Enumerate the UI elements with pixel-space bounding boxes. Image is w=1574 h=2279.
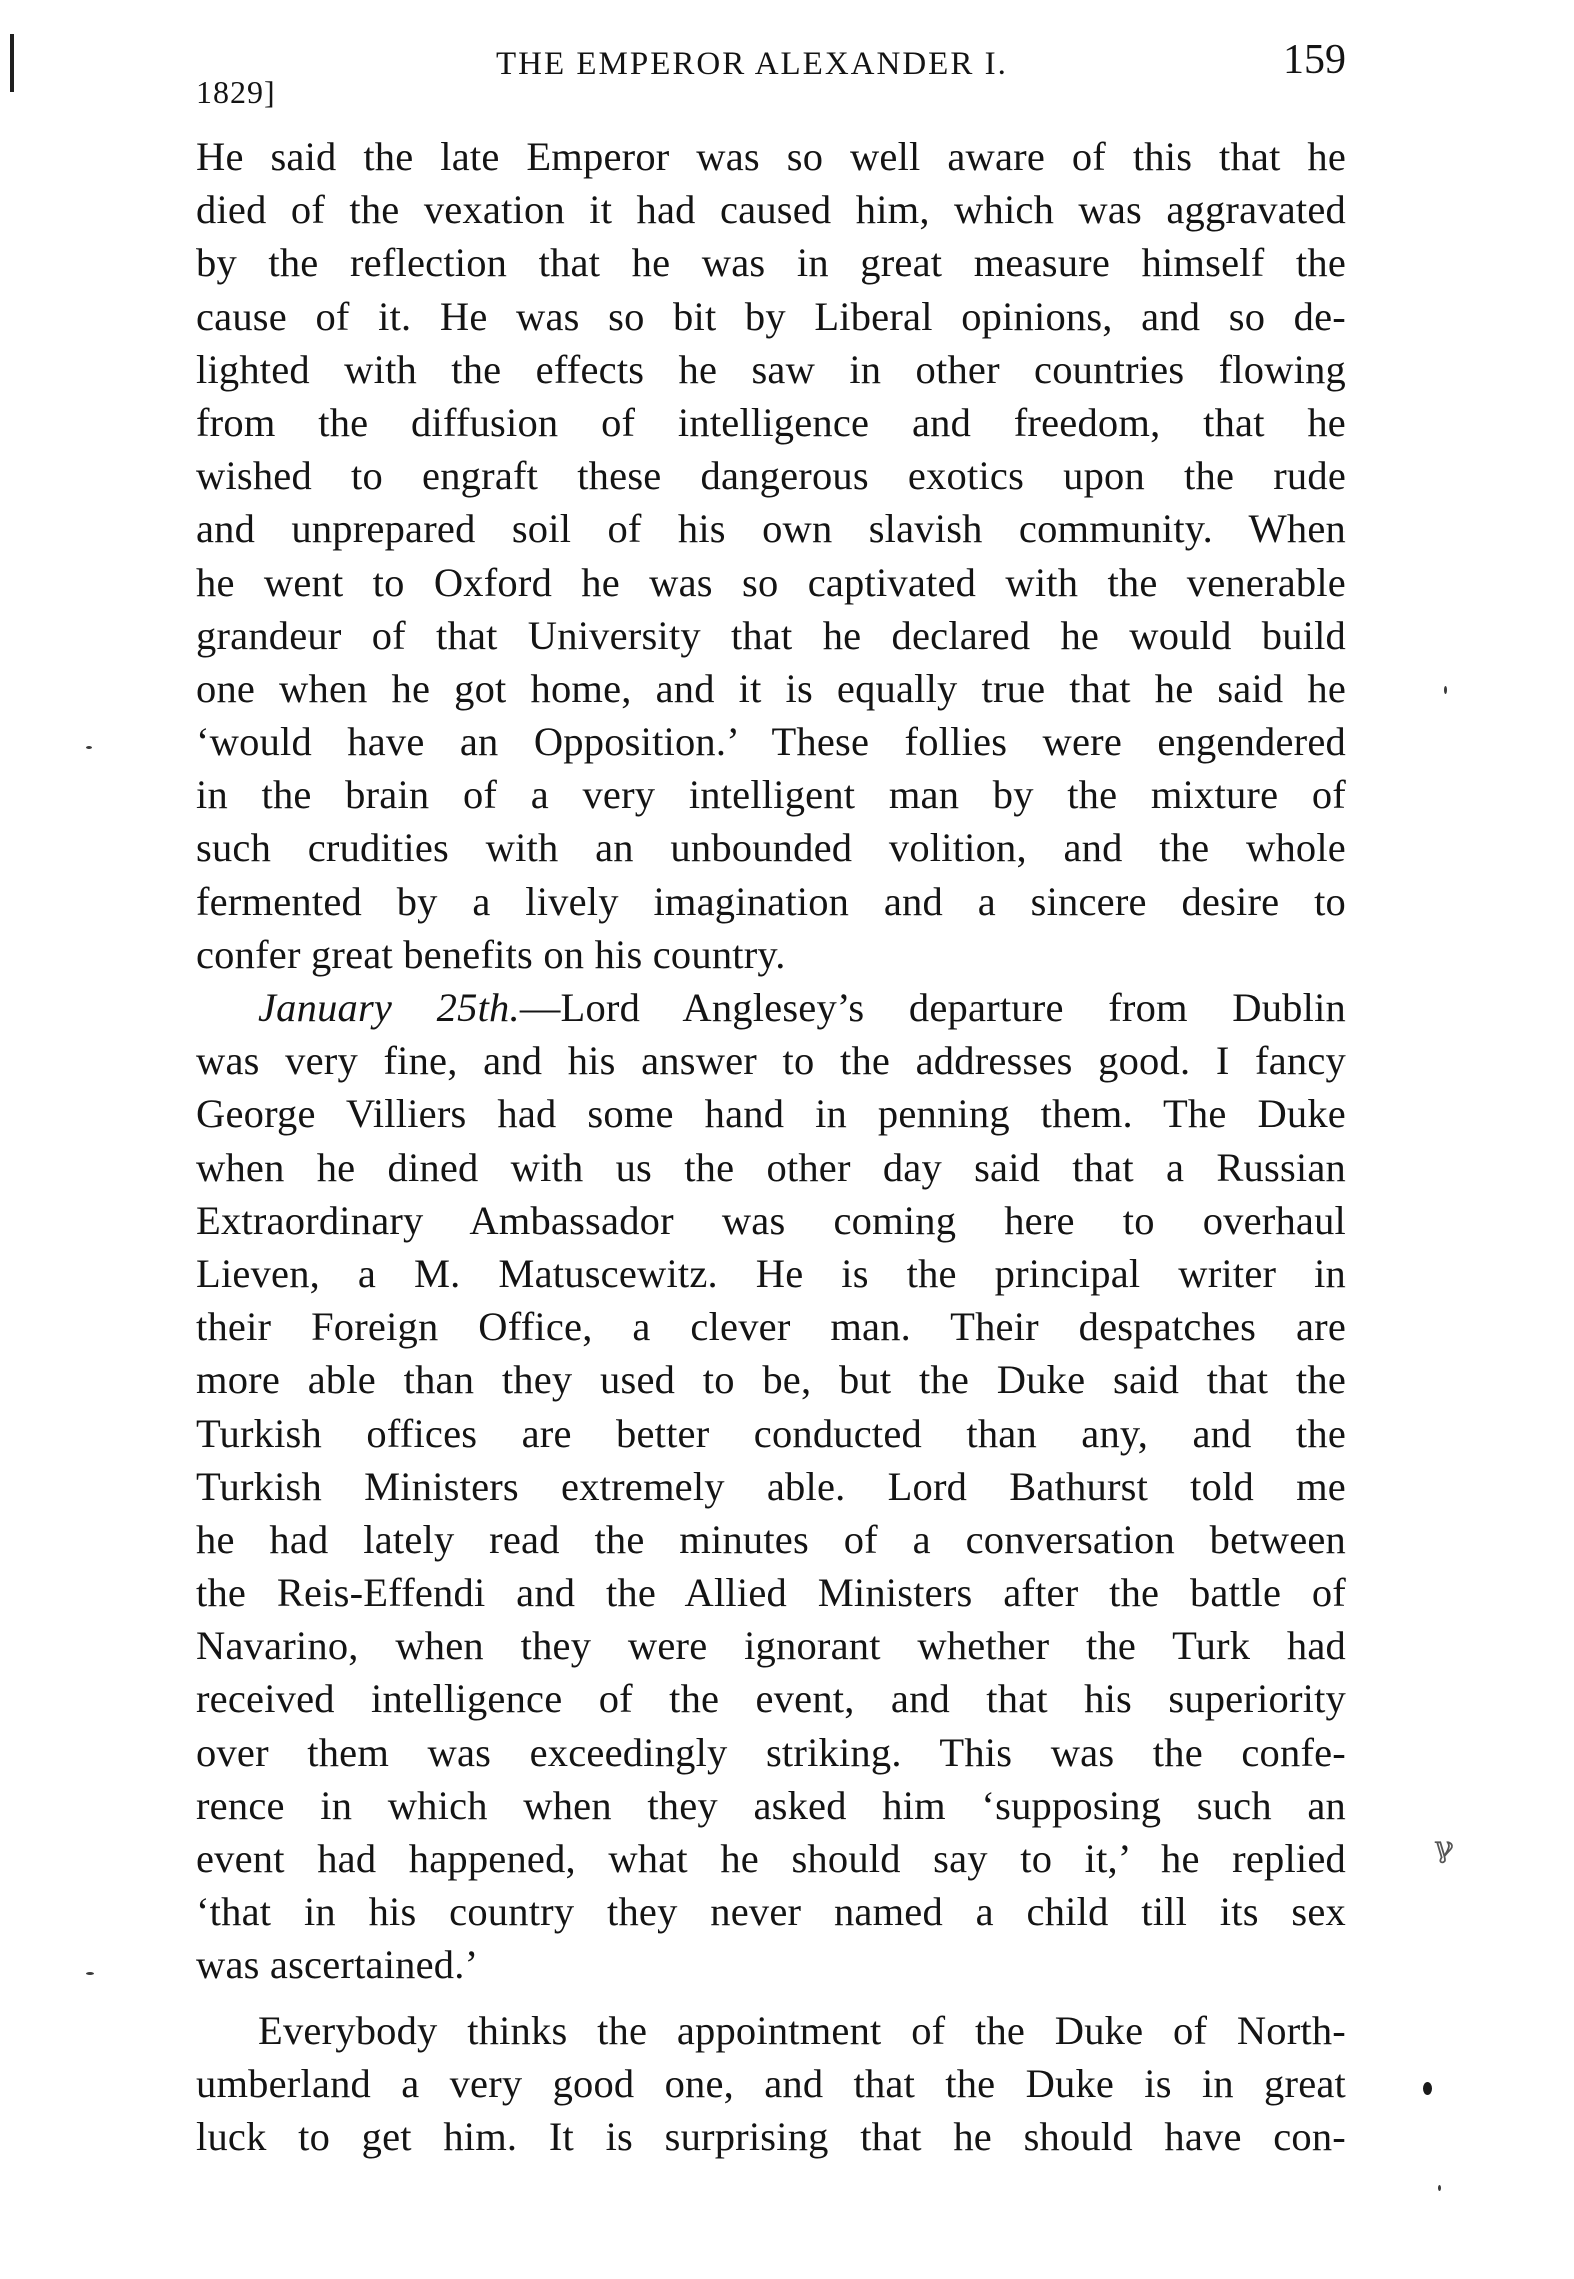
text-line: George Villiers had some hand in penning them. The Duke: [196, 1091, 1346, 1137]
text-line: cause of it. He was so bit by Liberal opinions, and so de-: [196, 293, 1346, 339]
text-line: their Foreign Office, a clever man. Their despatches are: [196, 1304, 1346, 1350]
text-line: lighted with the effects he saw in other countries flowing: [196, 346, 1346, 392]
text-line: confer great benefits on his country.: [196, 931, 786, 977]
text-line: was very fine, and his answer to the addresses good. I fancy: [196, 1038, 1346, 1084]
body-text: [196, 130, 1346, 2163]
text-line: was ascertained.’: [196, 1942, 479, 1988]
margin-rule-mark: [10, 34, 14, 92]
text-line: Navarino, when they were ignorant whether the Turk had: [196, 1623, 1346, 1669]
text-line: ‘that in his country they never named a child till its sex: [196, 1889, 1346, 1935]
ink-speck: [86, 746, 92, 749]
text-line: died of the vexation it had caused him, which was aggravated: [196, 187, 1346, 233]
entry-date: January 25th.: [258, 985, 520, 1030]
text-line: Turkish Ministers extremely able. Lord Bathurst told me: [196, 1463, 1346, 1509]
running-header: [196, 36, 1346, 116]
text-line: he had lately read the minutes of a conversation between: [196, 1516, 1346, 1562]
text-line: from the diffusion of intelligence and freedom, that he: [196, 399, 1346, 445]
text-line: Everybody thinks the appointment of the Duke of North-: [258, 2007, 1346, 2053]
text-line: ‘would have an Opposition.’ These follies were engendered: [196, 719, 1346, 765]
text-line: Turkish offices are better conducted than any, and the: [196, 1410, 1346, 1456]
text-line: grandeur of that University that he declared he would build: [196, 612, 1346, 658]
text-line-rest: —Lord Anglesey’s departure from Dublin: [519, 985, 1346, 1030]
text-line: more able than they used to be, but the Duke said that the: [196, 1357, 1346, 1403]
text-line: He said the late Emperor was so well aware of this that he: [196, 134, 1346, 179]
text-line: he went to Oxford he was so captivated with the venerable: [196, 559, 1346, 605]
text-line-dated: [196, 981, 1346, 1034]
text-line: when he dined with us the other day said that a Russian: [196, 1144, 1346, 1190]
text-line: umberland a very good one, and that the Duke is in great: [196, 2060, 1346, 2106]
running-title: THE EMPEROR ALEXANDER I.: [496, 46, 1008, 82]
ink-speck: [86, 1972, 94, 1975]
page-number: 159: [1283, 37, 1346, 83]
text-line: luck to get him. It is surprising that he should have con-: [196, 2113, 1346, 2159]
text-line: fermented by a lively imagination and a sincere desire to: [196, 878, 1346, 924]
text-line: event had happened, what he should say to it,’ he replied: [196, 1836, 1346, 1881]
paragraph-2: [196, 981, 1346, 1992]
text-line: over them was exceedingly striking. This was the confe-: [196, 1729, 1346, 1775]
text-line: the Reis-Effendi and the Allied Ministers after the battle of: [196, 1570, 1346, 1616]
ink-speck: [1438, 2185, 1441, 2191]
text-line: wished to engraft these dangerous exotics upon the rude: [196, 453, 1346, 499]
paragraph-1: [196, 130, 1346, 981]
margin-scribble: ℽ: [1434, 1831, 1454, 1864]
paragraph-gap: [196, 1992, 1346, 2004]
ink-speck: [1444, 686, 1447, 694]
text-line: rence in which when they asked him ‘supposing such an: [196, 1782, 1346, 1828]
text-line: and unprepared soil of his own slavish community. When: [196, 506, 1346, 552]
text-line: received intelligence of the event, and that his superiority: [196, 1676, 1346, 1722]
paragraph-3: [196, 2004, 1346, 2164]
text-line: Lieven, a M. Matuscewitz. He is the principal writer in: [196, 1250, 1346, 1296]
ink-blot: [1423, 2082, 1432, 2095]
text-line: one when he got home, and it is equally true that he said he: [196, 665, 1346, 711]
text-line: by the reflection that he was in great measure himself the: [196, 240, 1346, 286]
text-line: Extraordinary Ambassador was coming here to overhaul: [196, 1197, 1346, 1243]
text-line: in the brain of a very intelligent man by the mixture of: [196, 772, 1346, 818]
text-line: such crudities with an unbounded volition, and the whole: [196, 825, 1346, 871]
header-year: 1829]: [196, 74, 276, 110]
